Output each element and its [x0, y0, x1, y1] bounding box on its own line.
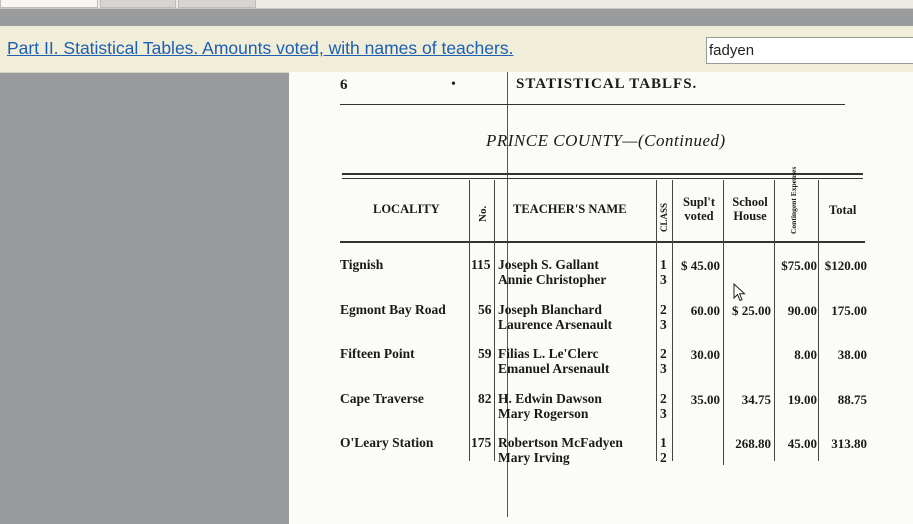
row-suplt: 35.00	[690, 392, 720, 407]
row-class: 1	[660, 435, 667, 450]
col-divider	[672, 180, 673, 461]
row-class: 1	[660, 257, 667, 272]
row-class: 2	[660, 391, 667, 406]
col-header-suplt-line2: voted	[684, 209, 714, 223]
row-locality: Fifteen Point	[340, 346, 415, 361]
tab-active[interactable]	[0, 0, 98, 8]
row-contingent: 8.00	[794, 347, 817, 362]
county-heading: PRINCE COUNTY—(Continued)	[486, 131, 726, 150]
row-school: 268.80	[735, 436, 771, 451]
tab-strip	[0, 0, 913, 9]
row-teacher: Robertson McFadyen	[498, 435, 623, 450]
row-teacher: Mary Irving	[498, 450, 570, 465]
col-divider	[723, 180, 724, 465]
col-divider	[656, 180, 657, 461]
row-teacher: Laurence Arsenault	[498, 317, 613, 332]
tab-2[interactable]	[100, 0, 176, 8]
row-contingent: 45.00	[787, 436, 817, 451]
rule	[342, 178, 863, 179]
row-teacher: Joseph Blanchard	[498, 302, 602, 317]
row-contingent: $75.00	[781, 258, 817, 273]
col-header-suplt	[676, 195, 722, 223]
rule	[340, 241, 865, 243]
row-school: $ 25.00	[732, 303, 771, 318]
search-input[interactable]	[706, 37, 913, 64]
page-dot: •	[451, 77, 456, 92]
col-header-locality: LOCALITY	[373, 202, 440, 216]
row-class: 3	[660, 272, 667, 287]
col-header-class: CLASS	[659, 202, 669, 232]
running-head: STATISTICAL TABLFS.	[516, 76, 698, 92]
row-school: 34.75	[741, 392, 771, 407]
col-header-contingent: Contingent Expenses	[789, 166, 798, 234]
row-locality: Tignish	[340, 257, 384, 272]
tab-3[interactable]	[178, 0, 256, 8]
row-total: $120.00	[824, 258, 867, 273]
row-class: 3	[660, 361, 667, 376]
row-locality: O'Leary Station	[340, 435, 434, 450]
col-header-no: No.	[477, 205, 489, 222]
row-no: 59	[478, 346, 492, 361]
col-header-suplt-line1: Supl't	[683, 195, 715, 209]
top-divider	[0, 9, 913, 26]
row-no: 175	[471, 435, 492, 450]
row-class: 2	[660, 302, 667, 317]
row-no: 115	[471, 257, 491, 272]
row-teacher: Annie Christopher	[498, 272, 607, 287]
row-teacher: H. Edwin Dawson	[498, 391, 602, 406]
row-class: 2	[660, 450, 667, 465]
row-contingent: 19.00	[787, 392, 817, 407]
row-class: 3	[660, 406, 667, 421]
row-locality: Egmont Bay Road	[340, 302, 446, 317]
row-teacher: Filias L. Le'Clerc	[498, 346, 599, 361]
row-total: 88.75	[837, 392, 867, 407]
scanned-page	[289, 72, 913, 524]
col-divider	[494, 180, 495, 461]
document-title-link[interactable]: Part II. Statistical Tables. Amounts voted, with names of teachers.	[7, 38, 514, 58]
row-total: 313.80	[831, 436, 867, 451]
col-header-school-line1: School	[732, 195, 768, 209]
col-header-school	[725, 195, 775, 223]
row-no: 82	[478, 391, 492, 406]
row-teacher: Mary Rogerson	[498, 406, 589, 421]
row-no: 56	[478, 302, 492, 317]
col-divider	[469, 180, 470, 461]
rule	[340, 104, 845, 105]
row-teacher: Emanuel Arsenault	[498, 361, 610, 376]
row-class: 3	[660, 317, 667, 332]
col-divider	[818, 180, 819, 461]
mouse-cursor-icon	[733, 283, 747, 303]
row-total: 175.00	[831, 303, 867, 318]
col-header-teacher: TEACHER'S NAME	[513, 202, 627, 216]
col-header-school-line2: House	[733, 209, 767, 223]
row-suplt: 60.00	[690, 303, 720, 318]
page-number: 6	[340, 77, 348, 93]
row-total: 38.00	[837, 347, 867, 362]
row-suplt: 30.00	[690, 347, 720, 362]
row-contingent: 90.00	[787, 303, 817, 318]
row-locality: Cape Traverse	[340, 391, 424, 406]
rule	[342, 173, 863, 175]
row-class: 2	[660, 346, 667, 361]
row-suplt: $ 45.00	[681, 258, 720, 273]
col-header-total: Total	[829, 203, 857, 217]
row-teacher: Joseph S. Gallant	[498, 257, 599, 272]
